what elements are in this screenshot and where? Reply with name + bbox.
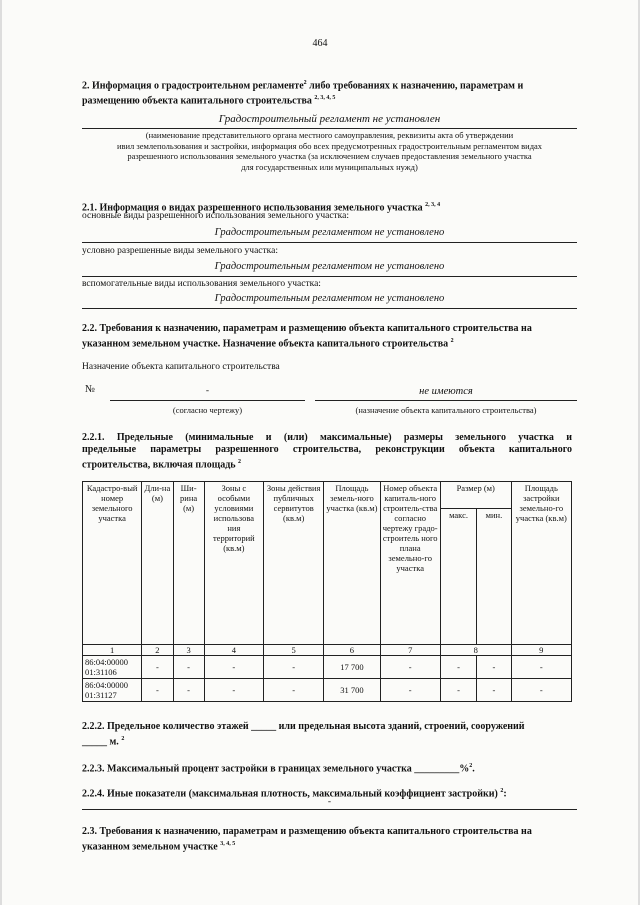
purpose-label: Назначение объекта капитального строительства xyxy=(82,362,280,372)
object-purpose-underline xyxy=(315,400,577,401)
cell-cadastral: 86:04:00000 01:31127 xyxy=(83,679,142,702)
cell-special-zones: - xyxy=(204,679,263,702)
table-header-row xyxy=(83,482,572,509)
section-2-2-3-title: 2.2.3. Максимальный процент застройки в границах земельного участка _________%$^2$. xyxy=(82,763,475,775)
cell-built-area: - xyxy=(511,656,571,679)
header-width: Ши-рина (м) xyxy=(173,482,204,645)
section-2-2-1-title: 2.2.1. Предельные (минимальные и (или) максимальные) размеры земельного участка и предельные параметры разрешенного строительства, реконструкции объекта капитального строительства, включая площадь $^2$ xyxy=(82,432,572,471)
cell-size-min: - xyxy=(477,679,511,702)
object-number-value: - xyxy=(205,386,210,396)
col-number: 6 xyxy=(324,645,380,656)
other-indicators-value: - xyxy=(327,797,332,807)
subheader-min: мин. xyxy=(477,509,511,645)
regulation-underline xyxy=(82,128,577,129)
table-row xyxy=(83,679,572,702)
cell-size-max: - xyxy=(440,656,476,679)
section-2-2-title: 2.2. Требования к назначению, параметрам и размещению объекта капитального строительства на указанном земельном участке. Назначение объекта капитального строительства $^2$ xyxy=(82,323,532,350)
auxiliary-uses-underline xyxy=(82,308,577,309)
auxiliary-uses-value: Градостроительным регламентом не установлено xyxy=(214,293,445,304)
section-2-3-title: 2.3. Требования к назначению, параметрам и размещению объекта капитального строительства на указанном земельном участке $^{3, 4, 5}$ xyxy=(82,826,532,853)
cell-servitude-zones: - xyxy=(264,656,324,679)
cell-length: - xyxy=(142,656,173,679)
cell-width: - xyxy=(173,679,204,702)
col-number: 7 xyxy=(380,645,440,656)
section-2-1-title: 2.1. Информация о видах разрешенного использования земельного участка $^{2, 3, 4}$ xyxy=(82,202,441,214)
header-size: Размер (м) xyxy=(440,482,511,509)
cell-size-max: - xyxy=(440,679,476,702)
object-number-caption: (согласно чертежу) xyxy=(172,405,243,415)
number-sign: № xyxy=(85,384,96,395)
left-page-edge xyxy=(0,0,2,905)
page-number: 464 xyxy=(312,38,328,49)
land-parameters-table xyxy=(82,481,572,702)
main-uses-label: основные виды разрешенного использования земельного участка: xyxy=(82,211,350,221)
cell-servitude-zones: - xyxy=(264,679,324,702)
cell-plot-area: 17 700 xyxy=(324,656,380,679)
object-number-underline xyxy=(110,400,305,401)
col-number: 9 xyxy=(511,645,571,656)
col-number: 5 xyxy=(264,645,324,656)
col-number: 4 xyxy=(204,645,263,656)
table-row xyxy=(83,656,572,679)
cell-cadastral: 86:04:00000 01:31106 xyxy=(83,656,142,679)
regulation-value: Градостроительный регламент не установлен xyxy=(218,113,441,125)
other-indicators-underline xyxy=(82,809,577,810)
header-special-zones: Зоны с особыми условиями использова ния территорий (кв.м) xyxy=(204,482,263,645)
section-2-2-2-title: 2.2.2. Предельное количество этажей _____ или предельная высота зданий, строений, сооружений _____ м. $^2$ xyxy=(82,721,525,748)
table-column-numbers-row xyxy=(83,645,572,656)
col-number: 3 xyxy=(173,645,204,656)
cell-built-area: - xyxy=(511,679,571,702)
header-length: Дли-на (м) xyxy=(142,482,173,645)
col-number: 8 xyxy=(440,645,511,656)
cell-size-min: - xyxy=(477,656,511,679)
col-number: 2 xyxy=(142,645,173,656)
object-purpose-value: не имеются xyxy=(419,386,473,397)
header-plot-area: Площадь земель-ного участка (кв.м) xyxy=(324,482,380,645)
subheader-max: макс. xyxy=(440,509,476,645)
header-object-number: Номер объекта капиталь-ного строитель-ства согласно чертежу градо-строитель ного плана земельно-го участка xyxy=(380,482,440,645)
conditional-uses-underline xyxy=(82,276,577,277)
conditional-uses-label: условно разрешенные виды земельного участка: xyxy=(82,246,279,256)
cell-special-zones: - xyxy=(204,656,263,679)
cell-length: - xyxy=(142,679,173,702)
cell-object-number: - xyxy=(380,679,440,702)
conditional-uses-value: Градостроительным регламентом не установлено xyxy=(214,261,445,272)
cell-width: - xyxy=(173,656,204,679)
header-cadastral-number: Кадастро-вый номер земельного участка xyxy=(83,482,142,645)
cell-object-number: - xyxy=(380,656,440,679)
section-2-title: 2. Информация о градостроительном регламенте$^2$ либо требованиях к назначению, параметрам и размещению объекта капитального строительства $^{2, 3, 4, 5}$ xyxy=(82,80,524,107)
object-purpose-caption: (назначение объекта капитального строительства) xyxy=(355,405,537,415)
main-uses-underline xyxy=(82,242,577,243)
cell-plot-area: 31 700 xyxy=(324,679,380,702)
regulation-caption: (наименование представительного органа местного самоуправления, реквизиты акта об утверждении ивил землепользования и застройки, информация обо всех предусмотренных градостроительным регламентом видах разрешенного использования земельного участка (за исключением случаев предоставления земельного участка для государственных или муниципальных нужд) xyxy=(116,130,543,172)
header-servitude-zones: Зоны действия публичных сервитутов (кв.м) xyxy=(264,482,324,645)
auxiliary-uses-label: вспомогательные виды использования земельного участка: xyxy=(82,279,321,289)
main-uses-value: Градостроительным регламентом не установлено xyxy=(214,227,445,238)
section-2-2-4-title: 2.2.4. Иные показатели (максимальная плотность, максимальный коэффициент застройки) $^2$: xyxy=(82,788,507,800)
col-number: 1 xyxy=(83,645,142,656)
header-built-area: Площадь застройки земельно-го участка (кв.м) xyxy=(511,482,571,645)
